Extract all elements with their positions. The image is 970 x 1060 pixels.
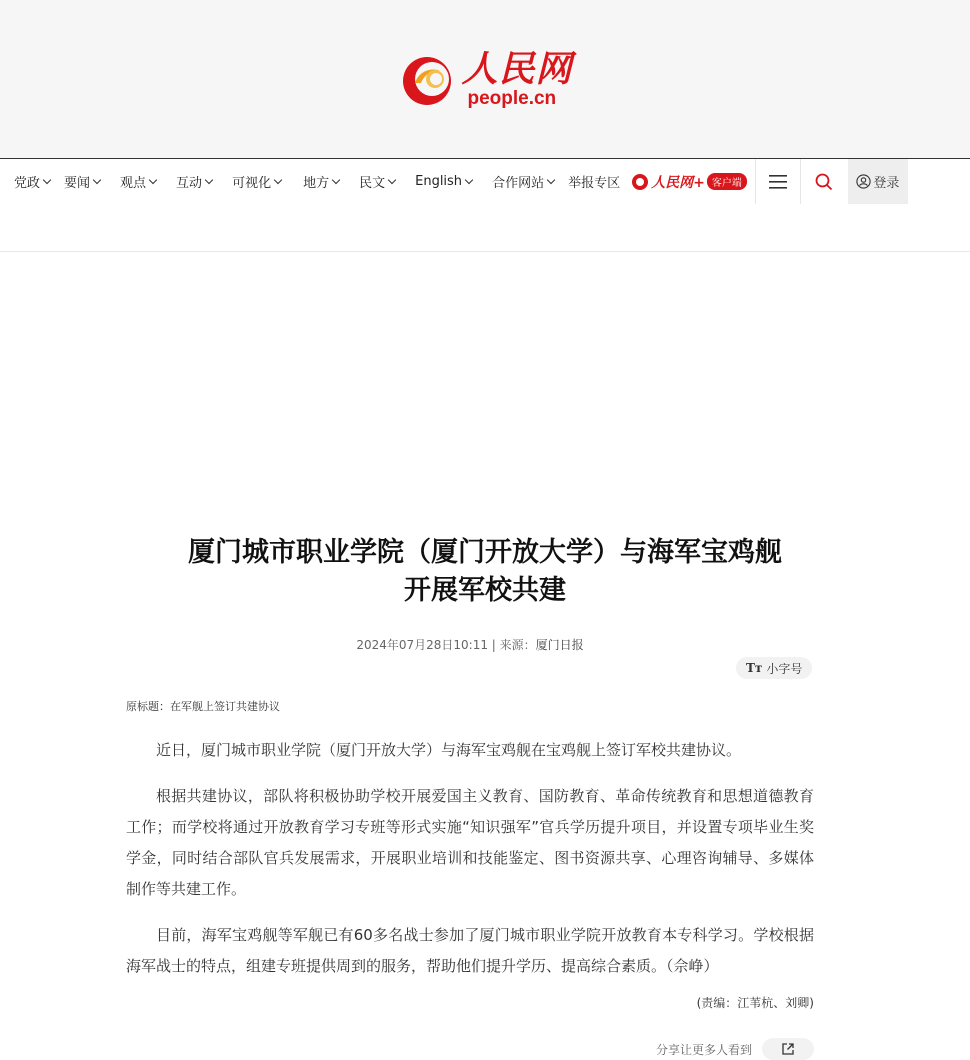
editor-credit: (责编：江苇杭、刘卿): [696, 996, 814, 1010]
nav-item-label: 可视化: [232, 176, 272, 191]
original-title: 原标题：在军舰上签订共建协议: [126, 700, 280, 713]
font-size-label: 小字号: [766, 661, 803, 676]
nav-item-guandian[interactable]: [120, 159, 156, 204]
nav-item-report[interactable]: [568, 159, 620, 204]
share-label: 分享让更多人看到: [656, 1042, 753, 1057]
nav-item-label: 民文: [359, 176, 386, 191]
chevron-down-icon: [43, 175, 51, 183]
chevron-down-icon: [465, 175, 473, 183]
logo-english-text: people.cn: [467, 88, 557, 109]
menu-button[interactable]: [756, 159, 800, 204]
chevron-down-icon: [93, 175, 101, 183]
nav-item-difang[interactable]: [303, 159, 339, 204]
nav-item-label: 互动: [176, 176, 203, 191]
hamburger-icon: [769, 174, 787, 190]
chevron-down-icon: [274, 175, 282, 183]
nav-item-label: 地方: [303, 176, 330, 191]
nav-item-dangzheng[interactable]: [14, 159, 50, 204]
chevron-down-icon: [149, 175, 157, 183]
search-button[interactable]: [801, 159, 848, 204]
chevron-down-icon: [205, 175, 213, 183]
nav-item-keshihua[interactable]: [232, 159, 281, 204]
logo-chinese-text: 人民网: [461, 48, 573, 90]
share-icon: [781, 1042, 795, 1056]
user-icon: [856, 174, 871, 189]
share-bar: [656, 1038, 814, 1060]
logo-mark-icon: [397, 49, 457, 109]
nav-item-label: 举报专区: [568, 176, 621, 191]
font-size-icon: Tт: [746, 661, 763, 675]
article-body: [126, 735, 814, 997]
nav-item-label: 观点: [120, 176, 147, 191]
site-header: [0, 0, 970, 158]
nav-item-english[interactable]: [415, 159, 472, 204]
nav-item-label: 要闻: [64, 176, 91, 191]
paragraph: 目前，海军宝鸡舰等军舰已有60多名战士参加了厦门城市职业学院开放教育本专科学习。学校根据海军战士的特点，组建专班提供周到的服务，帮助他们提升学历、提高综合素质。（佘峥）: [126, 926, 814, 975]
publish-time: 2024年07月28日10:11 | 来源：: [356, 638, 536, 652]
source-link[interactable]: 厦门日报: [535, 638, 584, 652]
chevron-down-icon: [547, 175, 555, 183]
app-download-link[interactable]: [632, 159, 747, 204]
nav-item-yaowen[interactable]: [64, 159, 100, 204]
nav-item-hudong[interactable]: [176, 159, 212, 204]
login-button[interactable]: [848, 159, 908, 204]
nav-item-partner-sites[interactable]: [492, 159, 554, 204]
nav-item-label: 合作网站: [492, 176, 545, 191]
article-meta: [0, 636, 940, 653]
nav-item-label: English: [415, 174, 463, 189]
nav-item-minwen[interactable]: [359, 159, 395, 204]
article-title-line2: 开展军校共建: [404, 575, 566, 606]
article-title: [0, 534, 970, 610]
app-logo-text: 人民网+: [651, 174, 705, 191]
chevron-down-icon: [332, 175, 340, 183]
paragraph: 近日，厦门城市职业学院（厦门开放大学）与海军宝鸡舰在宝鸡舰上签订军校共建协议。: [156, 741, 742, 759]
chevron-down-icon: [388, 175, 396, 183]
section-separator: [0, 204, 970, 252]
paragraph: 根据共建协议，部队将积极协助学校开展爱国主义教育、国防教育、革命传统教育和思想道德教育工作；而学校将通过开放教育学习专班等形式实施“知识强军”官兵学历提升项目，并设置专项毕业生奖学金，同时结合部队官兵发展需求，开展职业培训和技能鉴定、图书资源共享、心理咨询辅导、多媒体制作等共建工作。: [126, 787, 814, 898]
app-badge: 客户端: [707, 173, 747, 190]
people-cn-logo[interactable]: [397, 49, 572, 109]
font-size-toggle[interactable]: [736, 657, 812, 679]
search-icon: [815, 173, 833, 191]
nav-item-label: 党政: [14, 176, 41, 191]
article-title-line1: 厦门城市职业学院（厦门开放大学）与海军宝鸡舰: [188, 537, 782, 568]
app-logo-icon: [632, 174, 648, 190]
login-label: 登录: [873, 176, 900, 191]
share-button[interactable]: [762, 1038, 814, 1060]
main-nav: [0, 158, 970, 204]
